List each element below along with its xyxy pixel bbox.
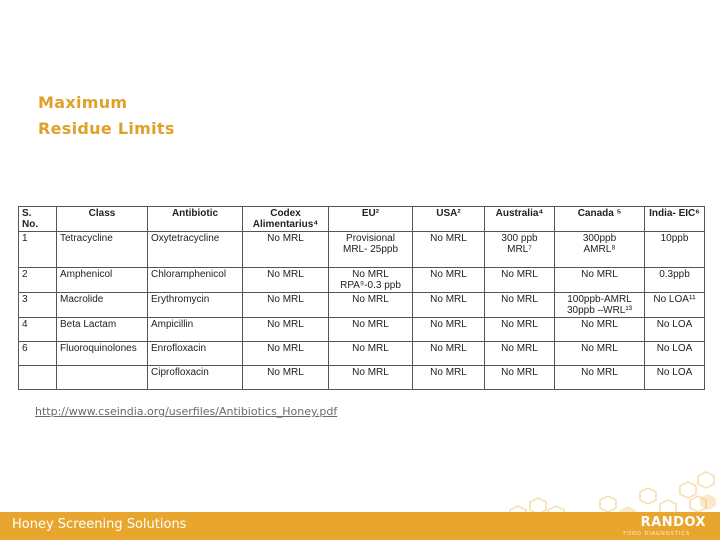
randox-logo-subtitle: FOOD DIAGNOSTICS — [623, 531, 690, 537]
randox-logo-text: RANDOX — [640, 515, 706, 530]
honeycomb-decoration — [490, 470, 720, 514]
randox-logo — [641, 515, 706, 530]
cell-canada-line: AMRL⁸ — [583, 244, 616, 255]
cell-antibiotic: Erythromycin — [148, 293, 243, 318]
cell-class: Beta Lactam — [57, 318, 148, 342]
cell-antibiotic: Oxytetracycline — [148, 232, 243, 268]
cell-canada: No MRL — [555, 366, 645, 390]
cell-class: Macrolide — [57, 293, 148, 318]
cell-codex: No MRL — [243, 232, 329, 268]
cell-eu — [329, 268, 413, 293]
slide-title — [38, 90, 175, 142]
cell-sno: 4 — [19, 318, 57, 342]
header-codex-line-2: Alimentarius⁴ — [252, 219, 319, 230]
cell-class — [57, 366, 148, 390]
cell-codex: No MRL — [243, 366, 329, 390]
cell-australia: No MRL — [485, 342, 555, 366]
cell-eu-line: No MRL — [352, 269, 389, 280]
cell-canada: No MRL — [555, 318, 645, 342]
cell-australia: No MRL — [485, 293, 555, 318]
table-row — [19, 342, 705, 366]
cell-canada — [555, 293, 645, 318]
cell-usa: No MRL — [413, 318, 485, 342]
cell-india: No LOA — [645, 342, 705, 366]
header-india: India- EIC⁶ — [645, 207, 705, 232]
source-link[interactable]: http://www.cseindia.org/userfiles/Antibiotics_Honey.pdf — [35, 405, 338, 418]
cell-antibiotic: Ciprofloxacin — [148, 366, 243, 390]
header-australia: Australia⁴ — [485, 207, 555, 232]
cell-india: No LOA — [645, 366, 705, 390]
header-canada: Canada ⁵ — [555, 207, 645, 232]
table-row — [19, 232, 705, 268]
mrl-table-container — [18, 206, 704, 390]
cell-codex: No MRL — [243, 293, 329, 318]
header-usa: USA² — [413, 207, 485, 232]
cell-antibiotic: Enrofloxacin — [148, 342, 243, 366]
cell-eu: No MRL — [329, 366, 413, 390]
cell-australia: No MRL — [485, 318, 555, 342]
cell-australia — [485, 232, 555, 268]
cell-usa: No MRL — [413, 293, 485, 318]
header-sno — [19, 207, 57, 232]
footer-bar — [0, 512, 720, 540]
cell-eu-line: RPA⁹-0.3 ppb — [340, 280, 401, 291]
cell-codex: No MRL — [243, 342, 329, 366]
cell-canada-line: 300ppb — [582, 233, 617, 244]
header-sno-line-1: S. — [22, 208, 32, 219]
cell-sno: 6 — [19, 342, 57, 366]
table-header-row — [19, 207, 705, 232]
cell-class: Tetracycline — [57, 232, 148, 268]
header-class: Class — [57, 207, 148, 232]
cell-codex: No MRL — [243, 318, 329, 342]
cell-canada: No MRL — [555, 342, 645, 366]
cell-australia: No MRL — [485, 268, 555, 293]
cell-usa: No MRL — [413, 232, 485, 268]
table-row — [19, 318, 705, 342]
cell-sno — [19, 366, 57, 390]
table-row — [19, 268, 705, 293]
cell-usa: No MRL — [413, 268, 485, 293]
cell-antibiotic: Chloramphenicol — [148, 268, 243, 293]
cell-antibiotic: Ampicillin — [148, 318, 243, 342]
cell-india: 10ppb — [645, 232, 705, 268]
header-codex — [243, 207, 329, 232]
mrl-table — [18, 206, 705, 390]
header-codex-line-1: Codex — [270, 208, 301, 219]
cell-canada-line: 30ppb –WRL¹³ — [566, 305, 633, 316]
cell-india: No LOA¹¹ — [645, 293, 705, 318]
header-eu: EU² — [329, 207, 413, 232]
cell-eu-line: Provisional — [346, 233, 395, 244]
footer-title: Honey Screening Solutions — [12, 517, 187, 532]
cell-eu: No MRL — [329, 293, 413, 318]
cell-sno: 1 — [19, 232, 57, 268]
cell-india: No LOA — [645, 318, 705, 342]
table-row — [19, 366, 705, 390]
table-row — [19, 293, 705, 318]
header-antibiotic: Antibiotic — [148, 207, 243, 232]
cell-class: Amphenicol — [57, 268, 148, 293]
cell-eu-line: MRL- 25ppb — [342, 244, 399, 255]
cell-class: Fluoroquinolones — [57, 342, 148, 366]
cell-usa: No MRL — [413, 342, 485, 366]
cell-australia: No MRL — [485, 366, 555, 390]
cell-eu: No MRL — [329, 318, 413, 342]
cell-sno: 3 — [19, 293, 57, 318]
slide-title-line-2: Residue Limits — [38, 119, 175, 138]
header-sno-line-2: No. — [22, 219, 39, 230]
cell-usa: No MRL — [413, 366, 485, 390]
cell-canada-line: 100ppb-AMRL — [567, 294, 632, 305]
cell-codex: No MRL — [243, 268, 329, 293]
cell-eu — [329, 232, 413, 268]
cell-eu: No MRL — [329, 342, 413, 366]
cell-australia-line: MRL⁷ — [507, 244, 532, 255]
cell-india: 0.3ppb — [645, 268, 705, 293]
cell-canada — [555, 232, 645, 268]
slide-title-line-1: Maximum — [38, 93, 128, 112]
cell-australia-line: 300 ppb — [501, 233, 538, 244]
cell-sno: 2 — [19, 268, 57, 293]
cell-canada: No MRL — [555, 268, 645, 293]
